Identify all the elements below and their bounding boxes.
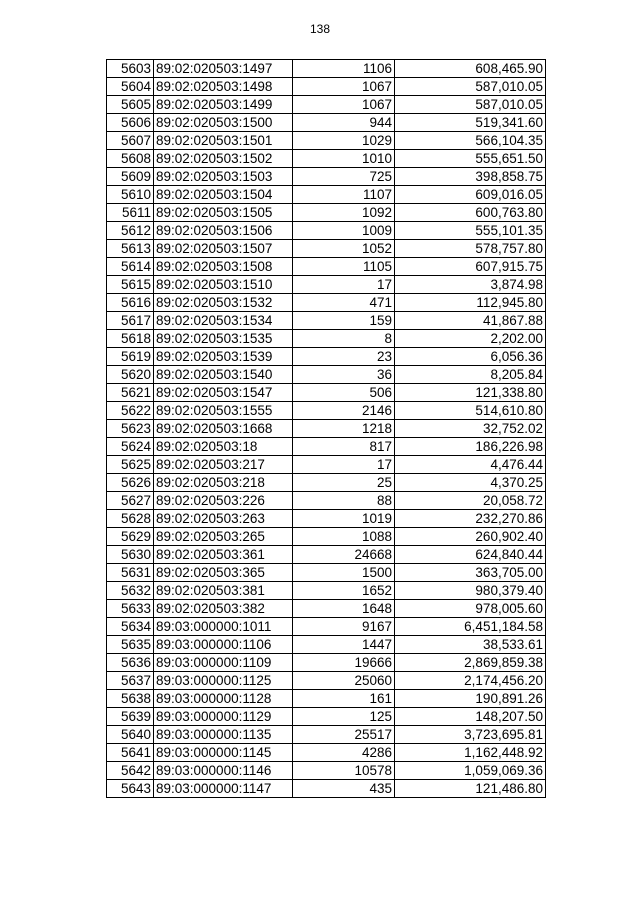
value-cell: 514,610.80 bbox=[395, 402, 546, 420]
row-number-cell: 5642 bbox=[107, 762, 154, 780]
area-cell: 1500 bbox=[293, 564, 395, 582]
cadastral-number-cell: 89:02:020503:1539 bbox=[154, 348, 293, 366]
area-cell: 1106 bbox=[293, 60, 395, 78]
table-row bbox=[107, 258, 546, 276]
table-row bbox=[107, 114, 546, 132]
table-row bbox=[107, 690, 546, 708]
cadastral-number-cell: 89:02:020503:1534 bbox=[154, 312, 293, 330]
row-number-cell: 5638 bbox=[107, 690, 154, 708]
table-row bbox=[107, 222, 546, 240]
row-number-cell: 5639 bbox=[107, 708, 154, 726]
value-cell: 32,752.02 bbox=[395, 420, 546, 438]
row-number-cell: 5630 bbox=[107, 546, 154, 564]
value-cell: 398,858.75 bbox=[395, 168, 546, 186]
cadastral-number-cell: 89:02:020503:263 bbox=[154, 510, 293, 528]
row-number-cell: 5612 bbox=[107, 222, 154, 240]
row-number-cell: 5606 bbox=[107, 114, 154, 132]
value-cell: 6,451,184.58 bbox=[395, 618, 546, 636]
value-cell: 3,723,695.81 bbox=[395, 726, 546, 744]
cadastral-number-cell: 89:02:020503:265 bbox=[154, 528, 293, 546]
table-row bbox=[107, 528, 546, 546]
row-number-cell: 5635 bbox=[107, 636, 154, 654]
row-number-cell: 5618 bbox=[107, 330, 154, 348]
cadastral-number-cell: 89:02:020503:1503 bbox=[154, 168, 293, 186]
cadastral-number-cell: 89:02:020503:1501 bbox=[154, 132, 293, 150]
table-row bbox=[107, 474, 546, 492]
cadastral-number-cell: 89:03:000000:1109 bbox=[154, 654, 293, 672]
row-number-cell: 5629 bbox=[107, 528, 154, 546]
table-row bbox=[107, 456, 546, 474]
row-number-cell: 5622 bbox=[107, 402, 154, 420]
row-number-cell: 5643 bbox=[107, 780, 154, 798]
row-number-cell: 5626 bbox=[107, 474, 154, 492]
table-row bbox=[107, 744, 546, 762]
row-number-cell: 5607 bbox=[107, 132, 154, 150]
row-number-cell: 5609 bbox=[107, 168, 154, 186]
area-cell: 19666 bbox=[293, 654, 395, 672]
value-cell: 260,902.40 bbox=[395, 528, 546, 546]
area-cell: 506 bbox=[293, 384, 395, 402]
area-cell: 1107 bbox=[293, 186, 395, 204]
area-cell: 1019 bbox=[293, 510, 395, 528]
cadastral-number-cell: 89:02:020503:365 bbox=[154, 564, 293, 582]
value-cell: 186,226.98 bbox=[395, 438, 546, 456]
table-row bbox=[107, 726, 546, 744]
cadastral-number-cell: 89:02:020503:1535 bbox=[154, 330, 293, 348]
table-row bbox=[107, 330, 546, 348]
value-cell: 6,056.36 bbox=[395, 348, 546, 366]
value-cell: 607,915.75 bbox=[395, 258, 546, 276]
cadastral-number-cell: 89:02:020503:1504 bbox=[154, 186, 293, 204]
table-body bbox=[107, 60, 546, 798]
row-number-cell: 5632 bbox=[107, 582, 154, 600]
table-row bbox=[107, 96, 546, 114]
cadastral-number-cell: 89:02:020503:218 bbox=[154, 474, 293, 492]
cadastral-number-cell: 89:02:020503:226 bbox=[154, 492, 293, 510]
value-cell: 148,207.50 bbox=[395, 708, 546, 726]
value-cell: 38,533.61 bbox=[395, 636, 546, 654]
row-number-cell: 5620 bbox=[107, 366, 154, 384]
cadastral-number-cell: 89:03:000000:1011 bbox=[154, 618, 293, 636]
row-number-cell: 5613 bbox=[107, 240, 154, 258]
cadastral-number-cell: 89:02:020503:1540 bbox=[154, 366, 293, 384]
cadastral-number-cell: 89:02:020503:1547 bbox=[154, 384, 293, 402]
area-cell: 1218 bbox=[293, 420, 395, 438]
area-cell: 24668 bbox=[293, 546, 395, 564]
row-number-cell: 5625 bbox=[107, 456, 154, 474]
value-cell: 980,379.40 bbox=[395, 582, 546, 600]
table-row bbox=[107, 348, 546, 366]
row-number-cell: 5615 bbox=[107, 276, 154, 294]
value-cell: 2,202.00 bbox=[395, 330, 546, 348]
value-cell: 232,270.86 bbox=[395, 510, 546, 528]
cadastral-number-cell: 89:02:020503:1510 bbox=[154, 276, 293, 294]
area-cell: 471 bbox=[293, 294, 395, 312]
table-row bbox=[107, 384, 546, 402]
cadastral-number-cell: 89:02:020503:1508 bbox=[154, 258, 293, 276]
data-table bbox=[106, 59, 546, 798]
row-number-cell: 5614 bbox=[107, 258, 154, 276]
area-cell: 88 bbox=[293, 492, 395, 510]
table-row bbox=[107, 366, 546, 384]
table-row bbox=[107, 510, 546, 528]
row-number-cell: 5608 bbox=[107, 150, 154, 168]
area-cell: 159 bbox=[293, 312, 395, 330]
value-cell: 41,867.88 bbox=[395, 312, 546, 330]
area-cell: 1052 bbox=[293, 240, 395, 258]
cadastral-number-cell: 89:02:020503:1532 bbox=[154, 294, 293, 312]
value-cell: 4,476.44 bbox=[395, 456, 546, 474]
row-number-cell: 5640 bbox=[107, 726, 154, 744]
value-cell: 112,945.80 bbox=[395, 294, 546, 312]
row-number-cell: 5634 bbox=[107, 618, 154, 636]
area-cell: 1009 bbox=[293, 222, 395, 240]
row-number-cell: 5631 bbox=[107, 564, 154, 582]
table-row bbox=[107, 312, 546, 330]
cadastral-number-cell: 89:02:020503:1502 bbox=[154, 150, 293, 168]
cadastral-number-cell: 89:02:020503:361 bbox=[154, 546, 293, 564]
table-row bbox=[107, 276, 546, 294]
row-number-cell: 5627 bbox=[107, 492, 154, 510]
area-cell: 125 bbox=[293, 708, 395, 726]
table-row bbox=[107, 438, 546, 456]
area-cell: 10578 bbox=[293, 762, 395, 780]
value-cell: 587,010.05 bbox=[395, 96, 546, 114]
area-cell: 1105 bbox=[293, 258, 395, 276]
cadastral-number-cell: 89:02:020503:1507 bbox=[154, 240, 293, 258]
cadastral-number-cell: 89:02:020503:217 bbox=[154, 456, 293, 474]
cadastral-number-cell: 89:03:000000:1145 bbox=[154, 744, 293, 762]
value-cell: 121,338.80 bbox=[395, 384, 546, 402]
area-cell: 9167 bbox=[293, 618, 395, 636]
value-cell: 578,757.80 bbox=[395, 240, 546, 258]
row-number-cell: 5633 bbox=[107, 600, 154, 618]
table-row bbox=[107, 186, 546, 204]
cadastral-number-cell: 89:03:000000:1129 bbox=[154, 708, 293, 726]
value-cell: 587,010.05 bbox=[395, 78, 546, 96]
value-cell: 624,840.44 bbox=[395, 546, 546, 564]
value-cell: 1,059,069.36 bbox=[395, 762, 546, 780]
area-cell: 23 bbox=[293, 348, 395, 366]
cadastral-number-cell: 89:03:000000:1135 bbox=[154, 726, 293, 744]
table-row bbox=[107, 60, 546, 78]
area-cell: 17 bbox=[293, 276, 395, 294]
area-cell: 1067 bbox=[293, 78, 395, 96]
area-cell: 1088 bbox=[293, 528, 395, 546]
value-cell: 2,174,456.20 bbox=[395, 672, 546, 690]
table-row bbox=[107, 150, 546, 168]
cadastral-number-cell: 89:02:020503:1500 bbox=[154, 114, 293, 132]
value-cell: 608,465.90 bbox=[395, 60, 546, 78]
page-number: 138 bbox=[309, 22, 331, 36]
area-cell: 8 bbox=[293, 330, 395, 348]
row-number-cell: 5624 bbox=[107, 438, 154, 456]
area-cell: 17 bbox=[293, 456, 395, 474]
value-cell: 566,104.35 bbox=[395, 132, 546, 150]
row-number-cell: 5604 bbox=[107, 78, 154, 96]
value-cell: 555,651.50 bbox=[395, 150, 546, 168]
cadastral-number-cell: 89:02:020503:1499 bbox=[154, 96, 293, 114]
area-cell: 4286 bbox=[293, 744, 395, 762]
value-cell: 519,341.60 bbox=[395, 114, 546, 132]
value-cell: 2,869,859.38 bbox=[395, 654, 546, 672]
cadastral-number-cell: 89:03:000000:1146 bbox=[154, 762, 293, 780]
table-row bbox=[107, 600, 546, 618]
value-cell: 978,005.60 bbox=[395, 600, 546, 618]
area-cell: 1067 bbox=[293, 96, 395, 114]
cadastral-number-cell: 89:03:000000:1128 bbox=[154, 690, 293, 708]
table-row bbox=[107, 636, 546, 654]
cadastral-number-cell: 89:02:020503:1497 bbox=[154, 60, 293, 78]
table-row bbox=[107, 564, 546, 582]
cadastral-number-cell: 89:02:020503:1498 bbox=[154, 78, 293, 96]
cadastral-number-cell: 89:02:020503:1555 bbox=[154, 402, 293, 420]
cadastral-number-cell: 89:02:020503:1668 bbox=[154, 420, 293, 438]
value-cell: 600,763.80 bbox=[395, 204, 546, 222]
table-row bbox=[107, 618, 546, 636]
table-row bbox=[107, 132, 546, 150]
table-row bbox=[107, 204, 546, 222]
area-cell: 36 bbox=[293, 366, 395, 384]
value-cell: 121,486.80 bbox=[395, 780, 546, 798]
area-cell: 1447 bbox=[293, 636, 395, 654]
cadastral-number-cell: 89:02:020503:381 bbox=[154, 582, 293, 600]
row-number-cell: 5617 bbox=[107, 312, 154, 330]
value-cell: 363,705.00 bbox=[395, 564, 546, 582]
row-number-cell: 5621 bbox=[107, 384, 154, 402]
table-row bbox=[107, 168, 546, 186]
area-cell: 1648 bbox=[293, 600, 395, 618]
row-number-cell: 5637 bbox=[107, 672, 154, 690]
area-cell: 2146 bbox=[293, 402, 395, 420]
table-row bbox=[107, 654, 546, 672]
row-number-cell: 5611 bbox=[107, 204, 154, 222]
area-cell: 25517 bbox=[293, 726, 395, 744]
cadastral-number-cell: 89:02:020503:1506 bbox=[154, 222, 293, 240]
area-cell: 1652 bbox=[293, 582, 395, 600]
area-cell: 1010 bbox=[293, 150, 395, 168]
table-row bbox=[107, 492, 546, 510]
row-number-cell: 5619 bbox=[107, 348, 154, 366]
value-cell: 1,162,448.92 bbox=[395, 744, 546, 762]
cadastral-number-cell: 89:03:000000:1106 bbox=[154, 636, 293, 654]
area-cell: 435 bbox=[293, 780, 395, 798]
cadastral-number-cell: 89:02:020503:382 bbox=[154, 600, 293, 618]
table-row bbox=[107, 420, 546, 438]
table-row bbox=[107, 672, 546, 690]
table-row bbox=[107, 582, 546, 600]
table-row bbox=[107, 78, 546, 96]
value-cell: 3,874.98 bbox=[395, 276, 546, 294]
row-number-cell: 5636 bbox=[107, 654, 154, 672]
row-number-cell: 5623 bbox=[107, 420, 154, 438]
row-number-cell: 5641 bbox=[107, 744, 154, 762]
table-row bbox=[107, 780, 546, 798]
area-cell: 725 bbox=[293, 168, 395, 186]
value-cell: 190,891.26 bbox=[395, 690, 546, 708]
table-row bbox=[107, 546, 546, 564]
area-cell: 25 bbox=[293, 474, 395, 492]
cadastral-number-cell: 89:02:020503:18 bbox=[154, 438, 293, 456]
area-cell: 1092 bbox=[293, 204, 395, 222]
row-number-cell: 5603 bbox=[107, 60, 154, 78]
row-number-cell: 5616 bbox=[107, 294, 154, 312]
value-cell: 20,058.72 bbox=[395, 492, 546, 510]
table-row bbox=[107, 240, 546, 258]
row-number-cell: 5628 bbox=[107, 510, 154, 528]
value-cell: 4,370.25 bbox=[395, 474, 546, 492]
area-cell: 161 bbox=[293, 690, 395, 708]
cadastral-number-cell: 89:02:020503:1505 bbox=[154, 204, 293, 222]
value-cell: 8,205.84 bbox=[395, 366, 546, 384]
table-row bbox=[107, 294, 546, 312]
table-row bbox=[107, 708, 546, 726]
row-number-cell: 5610 bbox=[107, 186, 154, 204]
cadastral-number-cell: 89:03:000000:1125 bbox=[154, 672, 293, 690]
area-cell: 817 bbox=[293, 438, 395, 456]
table-row bbox=[107, 402, 546, 420]
row-number-cell: 5605 bbox=[107, 96, 154, 114]
table-row bbox=[107, 762, 546, 780]
area-cell: 944 bbox=[293, 114, 395, 132]
area-cell: 1029 bbox=[293, 132, 395, 150]
area-cell: 25060 bbox=[293, 672, 395, 690]
cadastral-number-cell: 89:03:000000:1147 bbox=[154, 780, 293, 798]
value-cell: 555,101.35 bbox=[395, 222, 546, 240]
value-cell: 609,016.05 bbox=[395, 186, 546, 204]
